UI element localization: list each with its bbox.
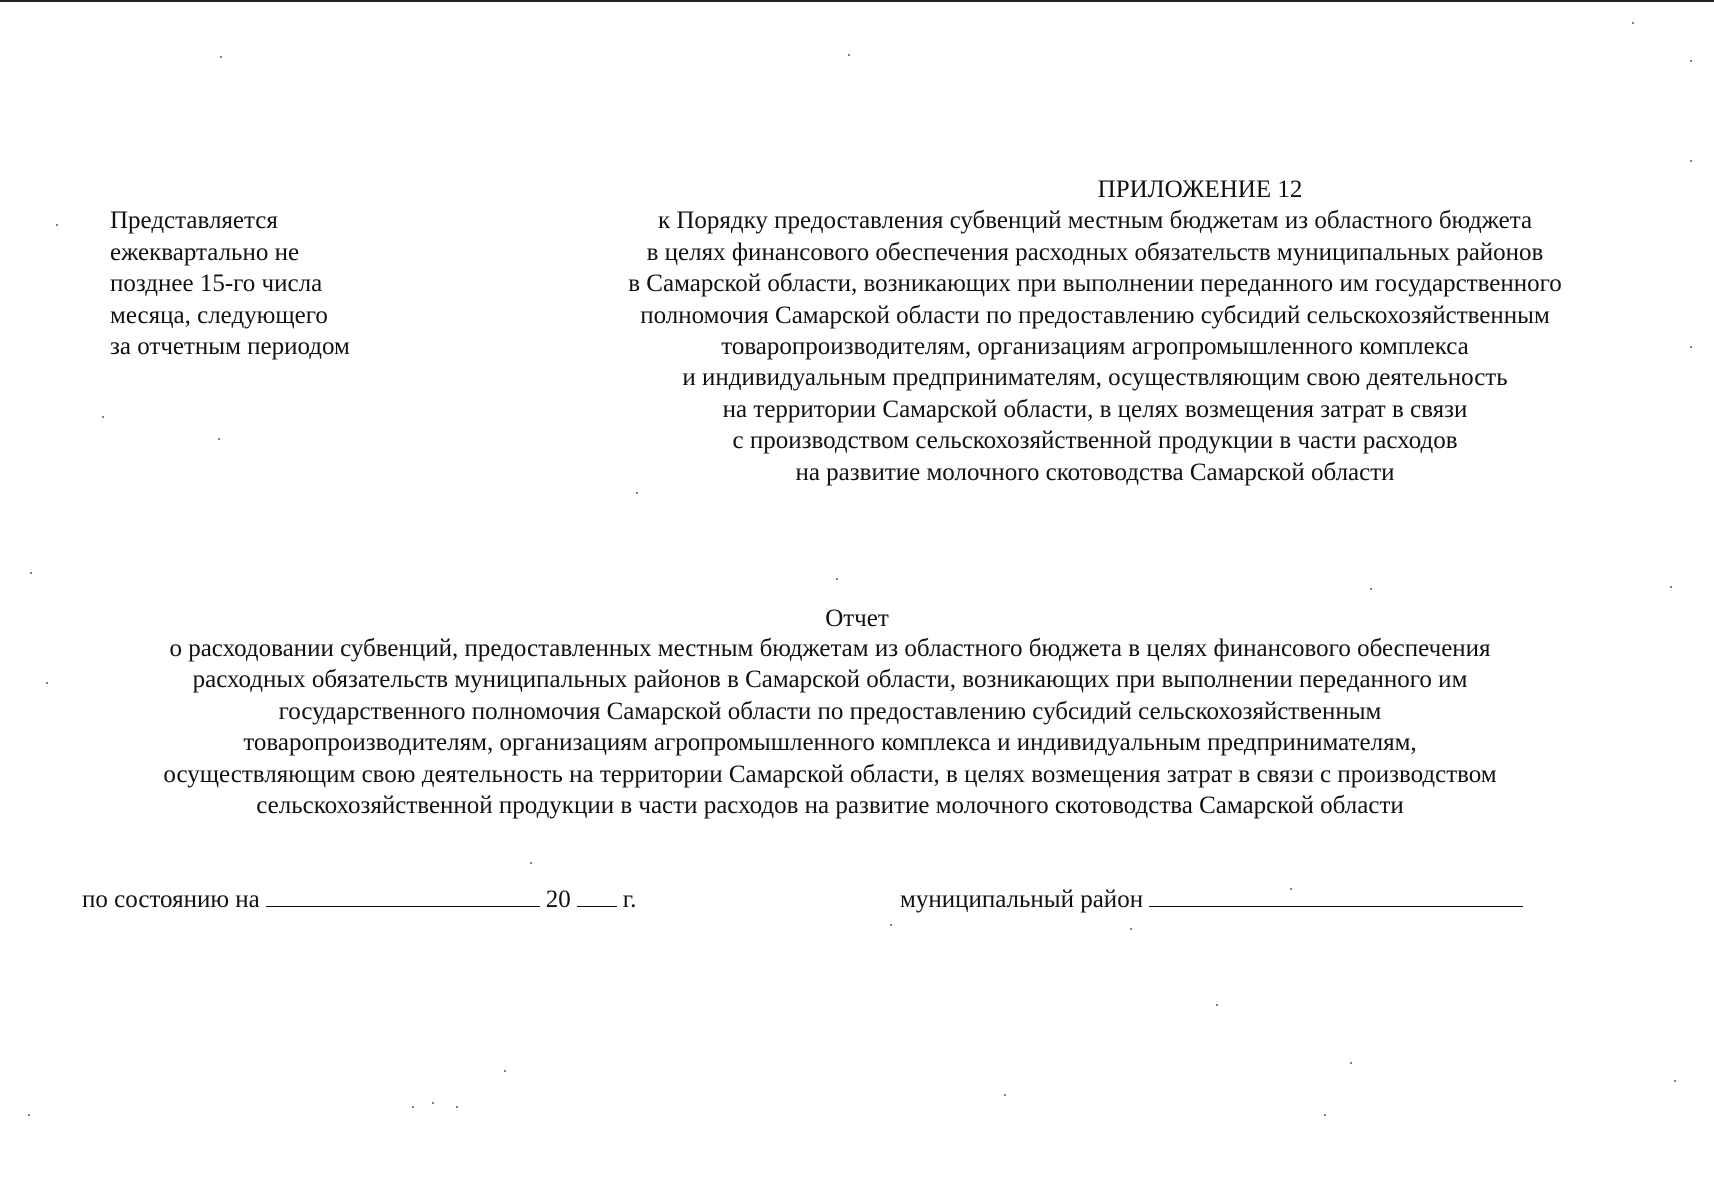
submission-note: [110, 205, 410, 363]
scan-speck: [890, 924, 892, 926]
scan-speck: [1690, 160, 1692, 162]
submission-note-line: Представляется: [110, 207, 278, 234]
district-blank-field[interactable]: [1149, 884, 1523, 907]
submission-note-line: месяца, следующего: [110, 301, 328, 329]
annex-line: с производством сельскохозяйственной продукции в части расходов: [732, 427, 1458, 455]
annex-header: [540, 174, 1650, 488]
scan-speck: [848, 54, 850, 56]
report-title: Отчет: [825, 605, 889, 632]
report-description-line: товаропроизводителям, организациям агропромышленного комплекса и индивидуальным предпринимателям,: [243, 729, 1417, 757]
scan-speck: [504, 1070, 506, 1072]
annex-title: ПРИЛОЖЕНИЕ 12: [1097, 176, 1303, 203]
scan-speck: [1632, 22, 1634, 24]
scan-speck: [1690, 60, 1692, 62]
submission-note-line: позднее 15-го числа: [110, 270, 323, 297]
year-blank-field[interactable]: [577, 884, 617, 907]
scan-speck: [412, 1106, 414, 1108]
scan-speck: [1674, 1080, 1676, 1082]
annex-line: на территории Самарской области, в целях возмещения затрат в связи: [722, 395, 1468, 423]
scan-speck: [30, 572, 32, 574]
scan-speck: [218, 438, 220, 440]
scan-speck: [636, 492, 638, 494]
submission-note-line: за отчетным периодом: [110, 333, 350, 360]
year-prefix: 20: [545, 886, 571, 913]
as-of-date-line: [82, 884, 636, 915]
scan-speck: [1690, 346, 1692, 348]
annex-line: полномочия Самарской области по предоставлению субсидий сельскохозяйственным: [640, 301, 1550, 329]
report-description-line: расходных обязательств муниципальных районов в Самарской области, возникающих при выполнении переданного им: [192, 666, 1468, 694]
scan-speck: [1350, 1062, 1352, 1064]
scan-speck: [1670, 586, 1672, 588]
district-label: муниципальный район: [900, 886, 1144, 913]
report-description-line: о расходовании субвенций, предоставленных местным бюджетам из областного бюджета в целях финансового обеспечения: [169, 635, 1491, 662]
report-description: [60, 633, 1600, 821]
scan-speck: [1004, 1094, 1006, 1096]
annex-line: к Порядку предоставления субвенций местным бюджетам из областного бюджета: [657, 207, 1533, 235]
scan-speck: [432, 1102, 434, 1104]
submission-note-line: ежеквартально не: [110, 238, 300, 266]
scan-speck: [1290, 888, 1292, 890]
report-description-line: сельскохозяйственной продукции в части расходов на развитие молочного скотоводства Самарской области: [256, 792, 1404, 820]
as-of-label: по состоянию на: [82, 886, 260, 913]
top-border-line: [0, 0, 1714, 2]
annex-line: в Самарской области, возникающих при выполнении переданного им государственного: [628, 270, 1562, 298]
annex-line: в целях финансового обеспечения расходных обязательств муниципальных районов: [646, 238, 1544, 266]
report-description-line: осуществляющим свою деятельность на территории Самарской области, в целях возмещения затрат в связи с производством: [163, 760, 1497, 788]
report-description-line: государственного полномочия Самарской области по предоставлению субсидий сельскохозяйственным: [278, 697, 1382, 725]
district-line: [900, 884, 1529, 915]
scan-speck: [56, 224, 58, 226]
scan-speck: [46, 682, 48, 684]
annex-line: на развитие молочного скотоводства Самарской области: [795, 458, 1395, 486]
scan-speck: [102, 416, 104, 418]
date-blank-field[interactable]: [266, 884, 540, 907]
scan-speck: [28, 1114, 30, 1116]
scan-speck: [1216, 1004, 1218, 1006]
scan-speck: [1370, 588, 1372, 590]
scan-speck: [456, 1106, 458, 1108]
scan-speck: [1324, 1114, 1326, 1116]
annex-line: и индивидуальным предпринимателям, осуществляющим свою деятельность: [682, 364, 1508, 392]
year-suffix: г.: [622, 886, 637, 913]
scan-speck: [836, 578, 838, 580]
annex-line: товаропроизводителям, организациям агропромышленного комплекса: [721, 333, 1469, 361]
scan-speck: [1130, 928, 1132, 930]
scan-speck: [530, 862, 532, 864]
scan-speck: [220, 56, 222, 58]
